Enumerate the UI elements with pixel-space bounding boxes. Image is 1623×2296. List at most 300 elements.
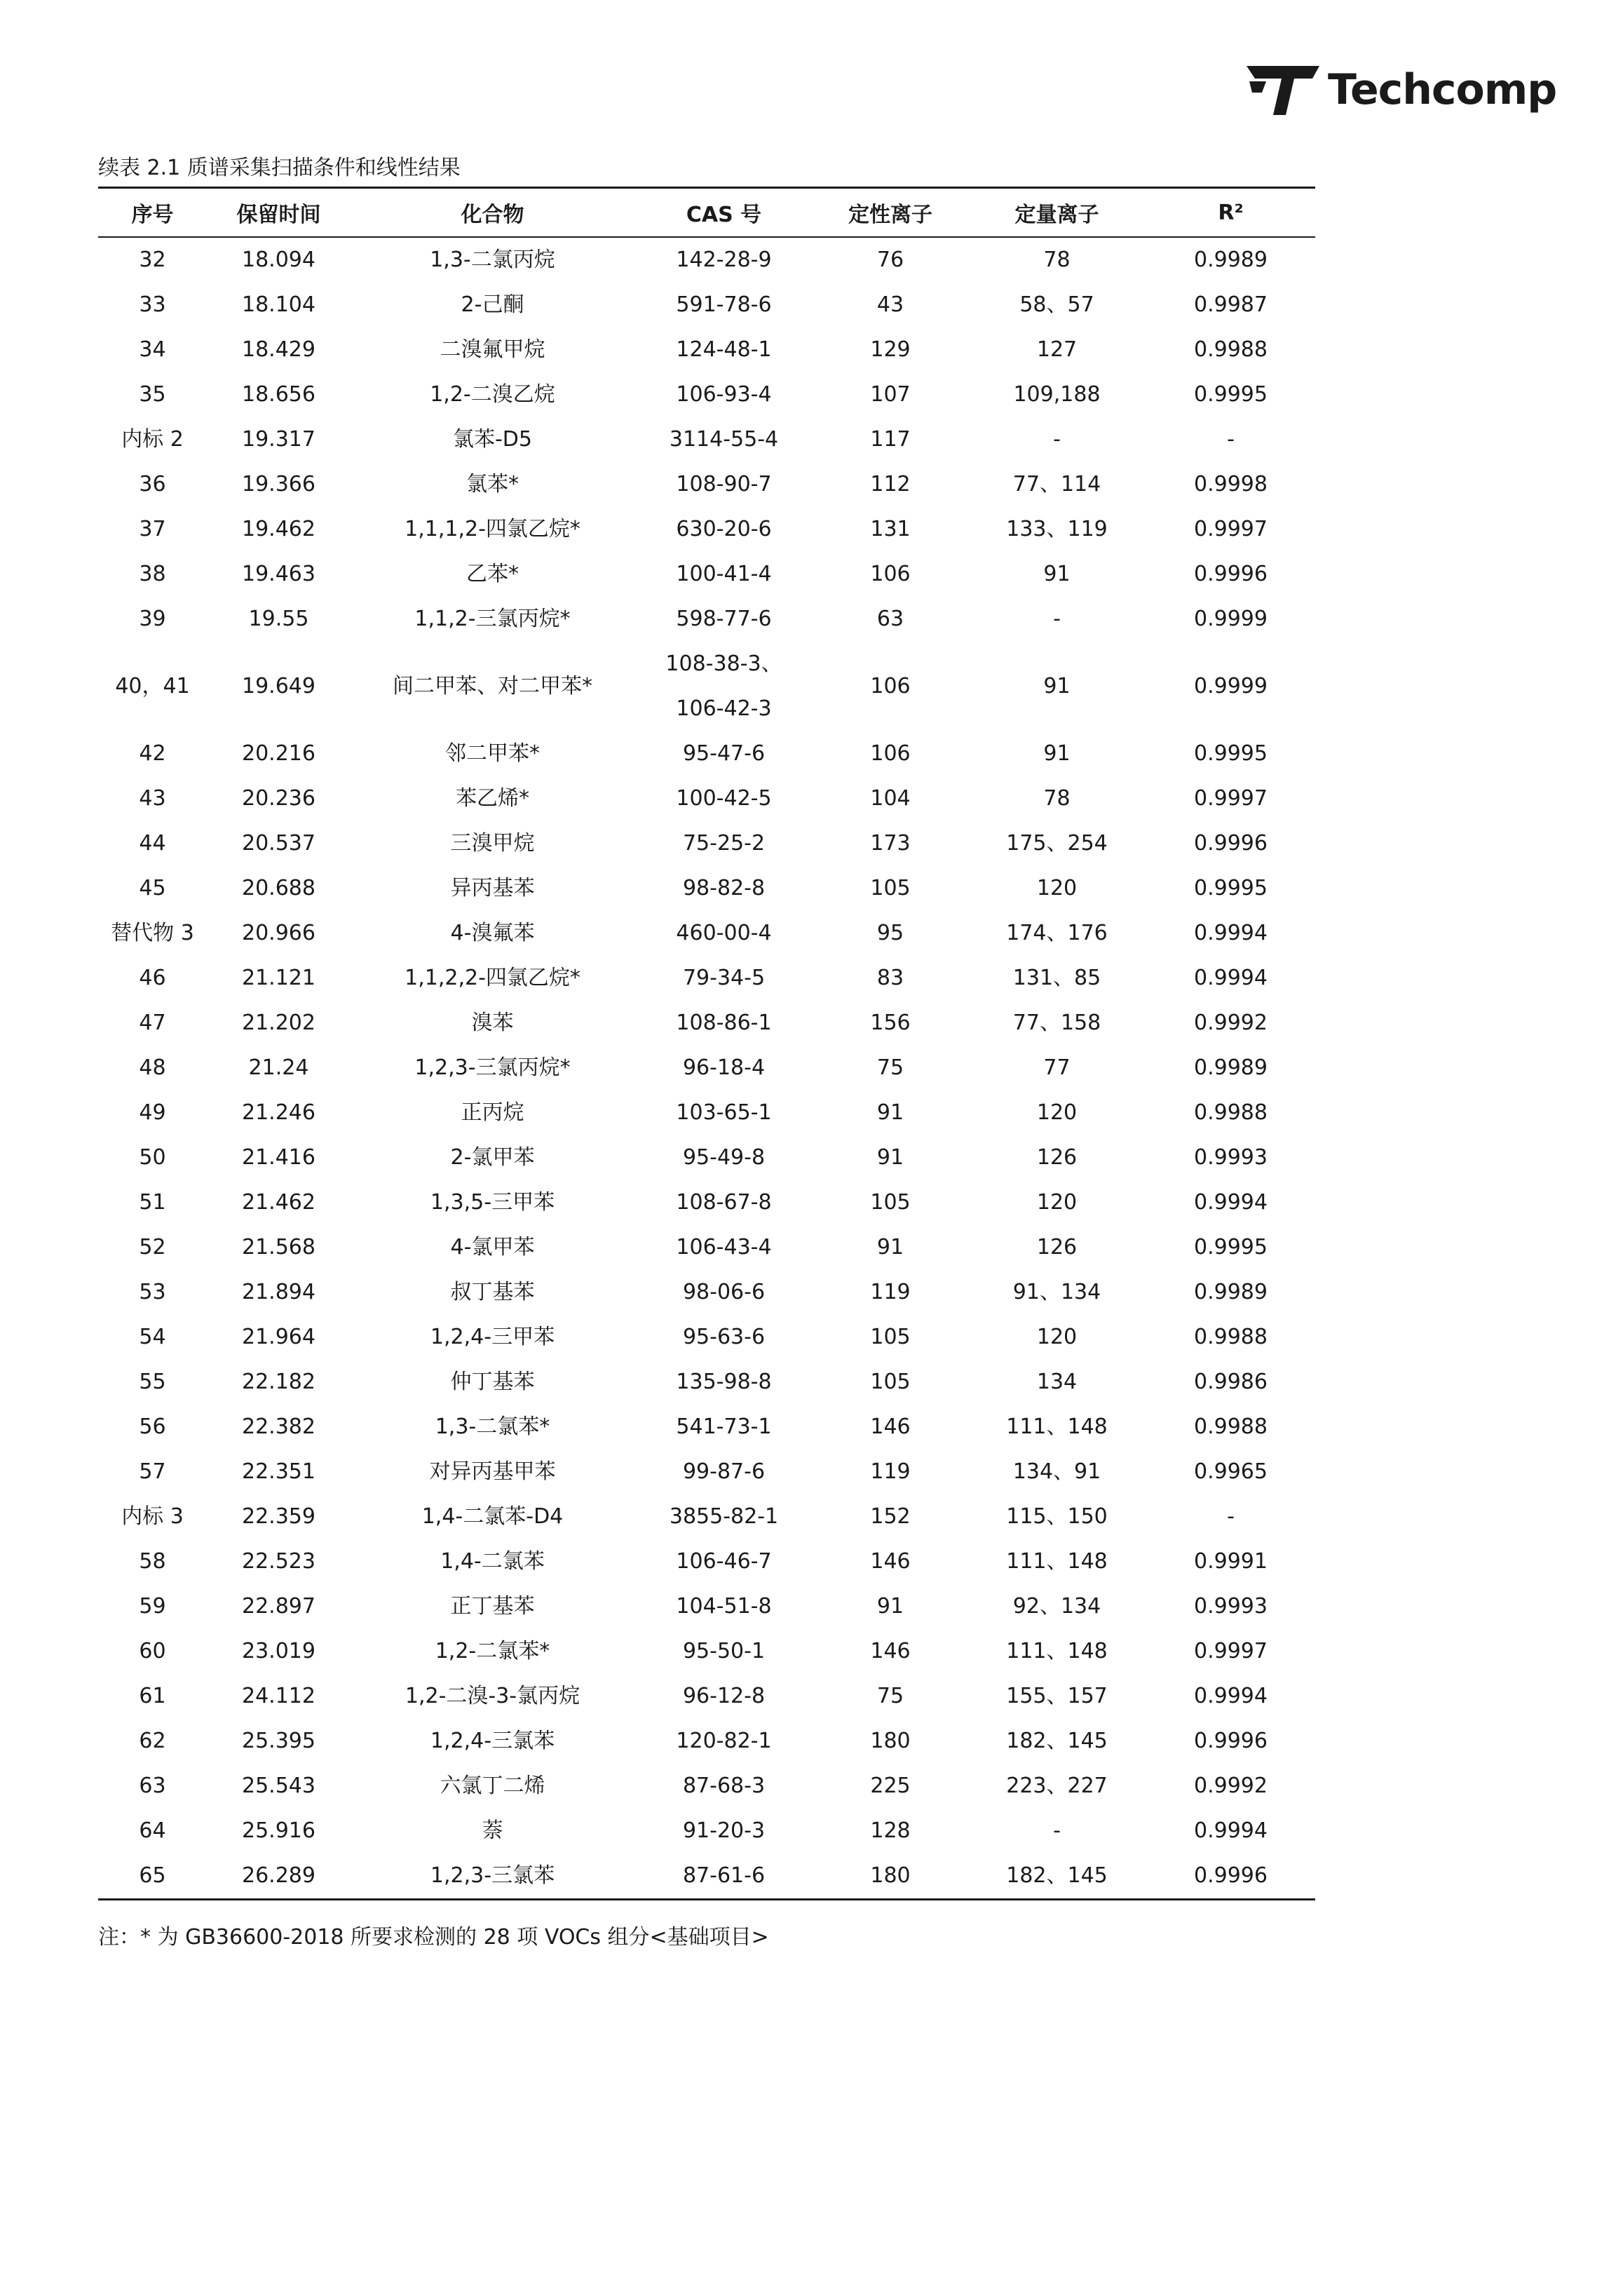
cell-qualifier-ion: 63 (876, 607, 904, 631)
cell-r-squared: 0.9994 (1194, 921, 1268, 945)
cell-retention-time: 20.216 (242, 741, 315, 766)
cell-seq: 36 (139, 472, 166, 497)
table-row (98, 1135, 1315, 1180)
table-row (98, 597, 1315, 642)
cell-quantifier-ion: 77、158 (1012, 1011, 1101, 1035)
cell-cas-number: 95-47-6 (682, 741, 766, 766)
cell-qualifier-ion: 119 (870, 1459, 911, 1484)
cell-quantifier-ion: 155、157 (1006, 1684, 1108, 1708)
cell-qualifier-ion: 106 (870, 674, 911, 698)
table-body (98, 237, 1315, 1900)
cell-cas-number: 598-77-6 (676, 607, 772, 631)
cell-seq: 40，41 (115, 674, 190, 698)
cell-compound: 1,1,2-三氯丙烷* (414, 607, 571, 631)
cell-seq: 46 (139, 966, 166, 990)
table-row (98, 462, 1315, 507)
table-row (98, 956, 1315, 1001)
cell-retention-time: 22.359 (242, 1504, 315, 1529)
cell-cas-number: 79-34-5 (682, 966, 766, 990)
cell-compound: 4-溴氟苯 (450, 921, 535, 945)
cell-cas-number: 106-43-4 (676, 1235, 772, 1260)
cell-retention-time: 21.24 (248, 1055, 309, 1080)
cell-compound: 仲丁基苯 (450, 1370, 535, 1394)
cell-r-squared: 0.9993 (1194, 1145, 1268, 1170)
cell-quantifier-ion: 111、148 (1006, 1639, 1108, 1663)
cell-r-squared: - (1227, 1504, 1235, 1529)
cell-compound: 2-己酮 (461, 292, 524, 317)
cell-quantifier-ion: 182、145 (1006, 1729, 1108, 1753)
cell-qualifier-ion: 105 (870, 1325, 911, 1349)
cell-compound: 1,2-二溴-3-氯丙烷 (405, 1684, 580, 1708)
cell-cas-number: 98-06-6 (682, 1280, 766, 1304)
table-row (98, 1360, 1315, 1405)
cell-r-squared: 0.9993 (1194, 1594, 1268, 1619)
cell-r-squared: 0.9989 (1194, 1280, 1268, 1304)
cell-qualifier-ion: 146 (870, 1414, 911, 1439)
cell-qualifier-ion: 128 (870, 1818, 911, 1843)
cell-retention-time: 25.395 (242, 1729, 315, 1753)
cell-quantifier-ion: 91 (1043, 674, 1071, 698)
cell-r-squared: 0.9998 (1194, 472, 1268, 497)
cell-cas-number: 108-67-8 (676, 1190, 772, 1215)
cell-compound: 六氯丁二烯 (440, 1774, 545, 1798)
cell-quantifier-ion: 175、254 (1006, 831, 1108, 856)
brand-name: Techcomp (1328, 65, 1557, 114)
cell-quantifier-ion: 77、114 (1012, 472, 1101, 497)
cell-cas-number: 100-41-4 (676, 562, 772, 586)
cell-cas-number: 87-61-6 (634, 1853, 813, 1900)
cell-seq: 替代物 3 (111, 921, 194, 945)
cell-cas-number: 124-48-1 (676, 337, 772, 362)
cell-quantifier-ion: 115、150 (1006, 1504, 1108, 1529)
cell-retention-time: 25.916 (242, 1818, 315, 1843)
cell-retention-time: 19.462 (242, 517, 315, 541)
cell-quantifier-ion: 120 (1036, 1325, 1078, 1349)
header-qualifier-ion: 定性离子 (813, 188, 967, 238)
cell-retention-time: 23.019 (242, 1639, 315, 1663)
cell-compound: 溴苯 (471, 1011, 514, 1035)
table-row (98, 372, 1315, 417)
table-row (98, 1764, 1315, 1809)
cell-quantifier-ion: 134、91 (1012, 1459, 1101, 1484)
cell-compound: 苯乙烯* (456, 786, 529, 811)
cell-compound: 1,1,2,2-四氯乙烷* (405, 966, 580, 990)
cell-cas-number: 87-68-3 (682, 1774, 766, 1798)
cell-seq: 50 (139, 1145, 166, 1170)
cell-retention-time: 18.104 (242, 292, 315, 317)
cell-r-squared: 0.9995 (1194, 1235, 1268, 1260)
cell-r-squared: 0.9995 (1194, 741, 1268, 766)
cell-qualifier-ion: 83 (876, 966, 904, 990)
cell-r-squared: 0.9992 (1194, 1011, 1268, 1035)
ms-scan-conditions-table (98, 187, 1315, 1900)
cell-seq: 内标 2 (121, 427, 184, 452)
cell-qualifier-ion: 156 (870, 1011, 911, 1035)
cell-qualifier-ion: 112 (870, 472, 911, 497)
table-row (98, 731, 1315, 776)
cell-compound: 1,4-二氯苯 (440, 1549, 545, 1574)
table-row (98, 1719, 1315, 1764)
cell-retention-time: 21.246 (242, 1100, 315, 1125)
table-row (98, 1584, 1315, 1629)
cell-qualifier-ion: 152 (870, 1504, 911, 1529)
cell-quantifier-ion: 91、134 (1012, 1280, 1101, 1304)
cell-retention-time: 22.351 (242, 1459, 315, 1484)
cell-compound: 正丁基苯 (450, 1594, 535, 1619)
cell-seq: 49 (139, 1100, 166, 1125)
cell-cas-number: 135-98-8 (676, 1370, 772, 1394)
table-row (98, 776, 1315, 821)
cell-compound: 间二甲苯、对二甲苯* (393, 674, 592, 698)
cell-retention-time: 19.366 (242, 472, 315, 497)
cell-seq: 32 (139, 248, 166, 272)
cell-quantifier-ion: 58、57 (1019, 292, 1094, 317)
cell-compound: 1,3,5-三甲苯 (430, 1190, 555, 1215)
data-table-container (98, 187, 1315, 1900)
cell-retention-time: 18.656 (242, 382, 315, 407)
cell-retention-time: 25.543 (242, 1774, 315, 1798)
cell-r-squared: 0.9991 (1194, 1549, 1268, 1574)
cell-cas-number: 96-12-8 (682, 1684, 766, 1708)
cell-line: 108-38-3、 (665, 651, 782, 676)
cell-r-squared: 0.9994 (1194, 1190, 1268, 1215)
cell-r-squared: 0.9989 (1194, 1055, 1268, 1080)
cell-cas-number: 591-78-6 (676, 292, 772, 317)
cell-seq: 47 (139, 1011, 166, 1035)
cell-r-squared: 0.9995 (1194, 876, 1268, 900)
cell-r-squared: 0.9994 (1194, 966, 1268, 990)
cell-compound: 乙苯* (466, 562, 519, 586)
cell-retention-time: 26.289 (207, 1853, 351, 1900)
cell-seq: 35 (139, 382, 166, 407)
cell-qualifier-ion: 146 (870, 1549, 911, 1574)
table-row (98, 237, 1315, 283)
cell-qualifier-ion: 131 (870, 517, 911, 541)
cell-retention-time: 20.236 (242, 786, 315, 811)
cell-cas-number: 106-46-7 (676, 1549, 772, 1574)
table-row (98, 1539, 1315, 1584)
cell-seq: 55 (139, 1370, 166, 1394)
cell-r-squared: 0.9997 (1194, 1639, 1268, 1663)
cell-r-squared: 0.9996 (1194, 831, 1268, 856)
cell-retention-time: 24.112 (242, 1684, 315, 1708)
cell-seq: 59 (139, 1594, 166, 1619)
table-row (98, 1494, 1315, 1539)
cell-retention-time: 22.897 (242, 1594, 315, 1619)
table-row (98, 1629, 1315, 1674)
cell-retention-time: 21.202 (242, 1011, 315, 1035)
cell-seq: 52 (139, 1235, 166, 1260)
cell-quantifier-ion: 131、85 (1012, 966, 1101, 990)
cell-qualifier-ion: 75 (876, 1684, 904, 1708)
cell-compound: 二溴氟甲烷 (440, 337, 545, 362)
cell-retention-time: 21.121 (242, 966, 315, 990)
table-row (98, 1001, 1315, 1046)
cell-r-squared: 0.9997 (1194, 786, 1268, 811)
cell-compound: 邻二甲苯* (445, 741, 540, 766)
table-row (98, 417, 1315, 462)
cell-retention-time: 21.894 (242, 1280, 315, 1304)
cell-retention-time: 21.416 (242, 1145, 315, 1170)
cell-retention-time: 21.462 (242, 1190, 315, 1215)
table-footnote: 注：* 为 GB36600-2018 所要求检测的 28 项 VOCs 组分<基础项目> (98, 1925, 769, 1950)
table-row (98, 283, 1315, 327)
cell-compound: 2-氯甲苯 (450, 1145, 535, 1170)
cell-quantifier-ion: - (1053, 427, 1061, 452)
cell-cas-number: 95-49-8 (682, 1145, 766, 1170)
table-row (98, 1450, 1315, 1494)
cell-compound: 1,2,4-三氯苯 (430, 1729, 555, 1753)
cell-cas-number: 108-90-7 (676, 472, 772, 497)
cell-cas-number: 75-25-2 (682, 831, 766, 856)
cell-cas-number: 106-93-4 (676, 382, 772, 407)
cell-quantifier-ion: 126 (1036, 1145, 1078, 1170)
cell-quantifier-ion: 120 (1036, 876, 1078, 900)
cell-cas-number: 98-82-8 (682, 876, 766, 900)
cell-r-squared: 0.9999 (1194, 674, 1268, 698)
cell-cas-number: 96-18-4 (682, 1055, 766, 1080)
header-seq: 序号 (98, 188, 207, 238)
cell-cas-number: 3855-82-1 (669, 1504, 779, 1529)
cell-r-squared: 0.9988 (1194, 1414, 1268, 1439)
cell-retention-time: 22.382 (242, 1414, 315, 1439)
cell-compound: 正丙烷 (461, 1100, 524, 1125)
cell-quantifier-ion: 120 (1036, 1100, 1078, 1125)
techcomp-logo-icon (1245, 60, 1326, 119)
table-row (98, 1090, 1315, 1135)
cell-r-squared: 0.9986 (1194, 1370, 1268, 1394)
cell-seq: 34 (139, 337, 166, 362)
cell-qualifier-ion: 180 (870, 1729, 911, 1753)
table-row (98, 1853, 1315, 1900)
cell-compound: 氯苯-D5 (452, 427, 532, 452)
cell-quantifier-ion: 127 (1036, 337, 1078, 362)
cell-compound: 1,2,4-三甲苯 (430, 1325, 555, 1349)
cell-qualifier-ion: 76 (876, 248, 904, 272)
cell-seq: 内标 3 (121, 1504, 184, 1529)
cell-cas-number: 142-28-9 (676, 248, 772, 272)
cell-qualifier-ion: 129 (870, 337, 911, 362)
cell-compound: 1,2,3-三氯苯 (351, 1853, 634, 1900)
cell-seq: 42 (139, 741, 166, 766)
cell-seq: 65 (98, 1853, 207, 1900)
table-caption: 续表 2.1 质谱采集扫描条件和线性结果 (98, 156, 461, 180)
cell-r-squared: 0.9987 (1194, 292, 1268, 317)
cell-compound: 1,3-二氯苯* (435, 1414, 550, 1439)
table-row (98, 642, 1315, 731)
cell-seq: 44 (139, 831, 166, 856)
cell-r-squared: 0.9996 (1194, 1729, 1268, 1753)
cell-cas-number: 95-50-1 (682, 1639, 766, 1663)
cell-qualifier-ion: 43 (876, 292, 904, 317)
table-row (98, 821, 1315, 866)
cell-retention-time: 21.964 (242, 1325, 315, 1349)
cell-qualifier-ion: 91 (876, 1235, 904, 1260)
cell-retention-time: 19.463 (242, 562, 315, 586)
cell-qualifier-ion: 104 (870, 786, 911, 811)
cell-quantifier-ion: 91 (1043, 562, 1071, 586)
cell-qualifier-ion: 91 (876, 1594, 904, 1619)
cell-quantifier-ion: 78 (1043, 786, 1071, 811)
cell-seq: 48 (139, 1055, 166, 1080)
cell-qualifier-ion: 180 (813, 1853, 967, 1900)
cell-qualifier-ion: 117 (870, 427, 911, 452)
cell-r-squared: 0.9995 (1194, 382, 1268, 407)
header-quantifier-ion: 定量离子 (967, 188, 1146, 238)
cell-compound: 对异丙基甲苯 (429, 1459, 556, 1484)
cell-quantifier-ion: 182、145 (967, 1853, 1146, 1900)
cell-quantifier-ion: 111、148 (1006, 1549, 1108, 1574)
cell-compound: 萘 (482, 1818, 503, 1843)
cell-seq: 37 (139, 517, 166, 541)
cell-line: 106-42-3 (676, 696, 772, 721)
cell-quantifier-ion: 78 (1043, 248, 1071, 272)
cell-quantifier-ion: 91 (1043, 741, 1071, 766)
table-row (98, 911, 1315, 956)
cell-retention-time: 20.966 (242, 921, 315, 945)
cell-cas-number: 103-65-1 (676, 1100, 772, 1125)
cell-qualifier-ion: 91 (876, 1145, 904, 1170)
cell-seq: 61 (139, 1684, 166, 1708)
cell-qualifier-ion: 91 (876, 1100, 904, 1125)
cell-compound: 1,1,1,2-四氯乙烷* (405, 517, 580, 541)
header-cas-number: CAS 号 (634, 188, 813, 238)
header-r-squared: R² (1146, 188, 1315, 238)
cell-retention-time: 20.688 (242, 876, 315, 900)
cell-retention-time: 20.537 (242, 831, 315, 856)
cell-compound: 氯苯* (466, 472, 519, 497)
cell-seq: 45 (139, 876, 166, 900)
cell-retention-time: 18.094 (242, 248, 315, 272)
cell-qualifier-ion: 105 (870, 1370, 911, 1394)
cell-cas-number (634, 642, 813, 731)
cell-seq: 39 (139, 607, 166, 631)
cell-quantifier-ion: 111、148 (1006, 1414, 1108, 1439)
cell-r-squared: 0.9988 (1194, 337, 1268, 362)
cell-compound: 1,4-二氯苯-D4 (421, 1504, 564, 1529)
cell-seq: 58 (139, 1549, 166, 1574)
cell-cas-number: 100-42-5 (676, 786, 772, 811)
table-row (98, 1809, 1315, 1853)
cell-seq: 60 (139, 1639, 166, 1663)
cell-r-squared: 0.9994 (1194, 1818, 1268, 1843)
cell-qualifier-ion: 105 (870, 1190, 911, 1215)
cell-r-squared: 0.9997 (1194, 517, 1268, 541)
cell-quantifier-ion: 223、227 (1006, 1774, 1108, 1798)
cell-compound: 1,3-二氯丙烷 (430, 248, 555, 272)
cell-r-squared: 0.9988 (1194, 1100, 1268, 1125)
cell-cas-number: 99-87-6 (682, 1459, 766, 1484)
cell-quantifier-ion: 134 (1036, 1370, 1078, 1394)
cell-compound: 叔丁基苯 (450, 1280, 535, 1304)
table-row (98, 1315, 1315, 1360)
cell-qualifier-ion: 119 (870, 1280, 911, 1304)
table-row (98, 1180, 1315, 1225)
cell-retention-time: 19.317 (242, 427, 315, 452)
cell-compound: 1,2-二溴乙烷 (430, 382, 555, 407)
table-row (98, 1674, 1315, 1719)
header-compound: 化合物 (351, 188, 634, 238)
cell-r-squared: 0.9996 (1146, 1853, 1315, 1900)
cell-r-squared: 0.9999 (1194, 607, 1268, 631)
cell-r-squared: 0.9994 (1194, 1684, 1268, 1708)
cell-cas-number: 108-86-1 (676, 1011, 772, 1035)
cell-cas-number: 541-73-1 (676, 1414, 772, 1439)
cell-seq: 33 (139, 292, 166, 317)
cell-cas-number: 460-00-4 (676, 921, 772, 945)
cell-qualifier-ion: 173 (870, 831, 911, 856)
cell-cas-number: 3114-55-4 (669, 427, 779, 452)
table-row (98, 866, 1315, 911)
cell-seq: 56 (139, 1414, 166, 1439)
cell-r-squared: 0.9965 (1194, 1459, 1268, 1484)
table-row (98, 552, 1315, 597)
cell-r-squared: 0.9989 (1194, 248, 1268, 272)
cell-cas-number: 630-20-6 (676, 517, 772, 541)
cell-r-squared: 0.9992 (1194, 1774, 1268, 1798)
cell-qualifier-ion: 225 (870, 1774, 911, 1798)
brand-logo (1245, 60, 1556, 119)
cell-qualifier-ion: 105 (870, 876, 911, 900)
cell-quantifier-ion: 109,188 (1013, 382, 1101, 407)
cell-quantifier-ion: 77 (1043, 1055, 1071, 1080)
cell-compound: 4-氯甲苯 (450, 1235, 535, 1260)
cell-retention-time: 22.182 (242, 1370, 315, 1394)
cell-qualifier-ion: 95 (876, 921, 904, 945)
table-row (98, 1225, 1315, 1270)
cell-quantifier-ion: 174、176 (1006, 921, 1108, 945)
table-row (98, 507, 1315, 552)
cell-cas-number: 120-82-1 (676, 1729, 772, 1753)
table-row (98, 327, 1315, 372)
cell-qualifier-ion: 75 (876, 1055, 904, 1080)
cell-seq: 43 (139, 786, 166, 811)
cell-seq: 38 (139, 562, 166, 586)
table-header-row (98, 188, 1315, 238)
table-row (98, 1046, 1315, 1090)
cell-r-squared: 0.9996 (1194, 562, 1268, 586)
cell-retention-time: 19.649 (242, 674, 315, 698)
cell-seq: 53 (139, 1280, 166, 1304)
cell-qualifier-ion: 106 (870, 562, 911, 586)
cell-retention-time: 21.568 (242, 1235, 315, 1260)
cell-quantifier-ion: 120 (1036, 1190, 1078, 1215)
cell-qualifier-ion: 146 (870, 1639, 911, 1663)
cell-seq: 62 (139, 1729, 166, 1753)
table-row (98, 1405, 1315, 1450)
cell-seq: 64 (139, 1818, 166, 1843)
cell-cas-number: 104-51-8 (676, 1594, 772, 1619)
cell-retention-time: 19.55 (248, 607, 309, 631)
cell-qualifier-ion: 106 (870, 741, 911, 766)
cell-compound: 1,2,3-三氯丙烷* (414, 1055, 571, 1080)
cell-quantifier-ion: 133、119 (1006, 517, 1108, 541)
cell-r-squared: - (1227, 427, 1235, 452)
cell-seq: 57 (139, 1459, 166, 1484)
cell-compound: 三溴甲烷 (450, 831, 535, 856)
cell-quantifier-ion: 92、134 (1012, 1594, 1101, 1619)
cell-retention-time: 22.523 (242, 1549, 315, 1574)
cell-seq: 51 (139, 1190, 166, 1215)
cell-retention-time: 18.429 (242, 337, 315, 362)
header-retention-time: 保留时间 (207, 188, 351, 238)
cell-compound: 1,2-二氯苯* (435, 1639, 550, 1663)
cell-cas-number: 91-20-3 (682, 1818, 766, 1843)
cell-seq: 63 (139, 1774, 166, 1798)
cell-r-squared: 0.9988 (1194, 1325, 1268, 1349)
cell-quantifier-ion: - (1053, 607, 1061, 631)
table-row (98, 1270, 1315, 1315)
